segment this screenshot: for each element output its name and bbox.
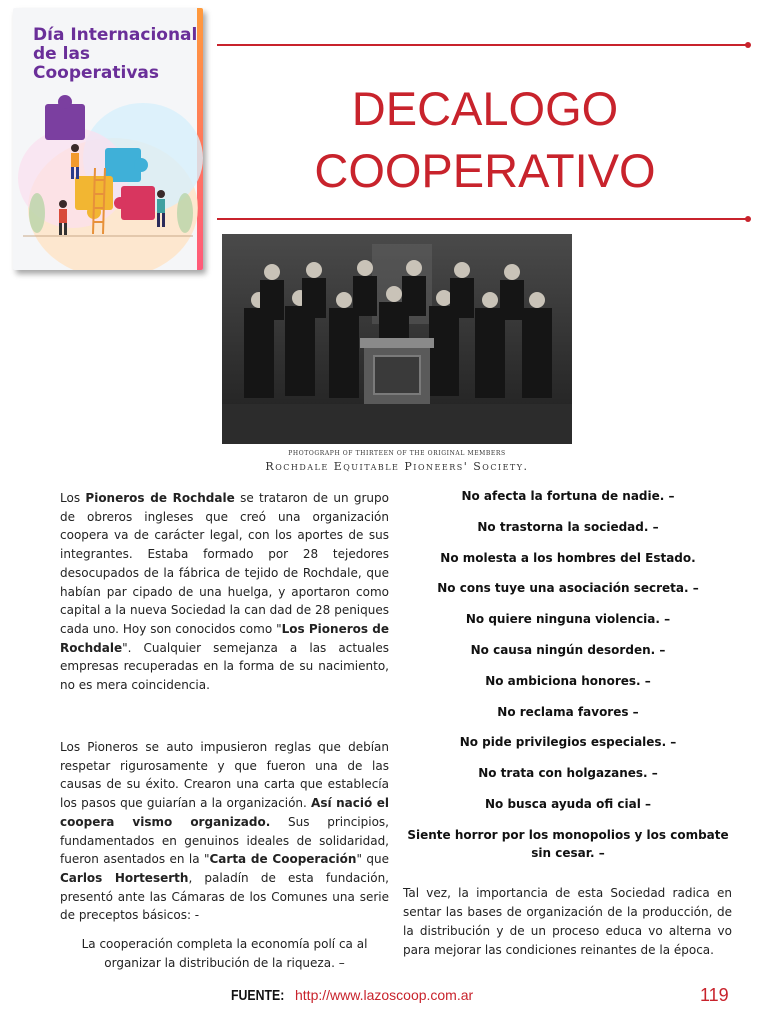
badge-title: Día Internacional de las Cooperativas xyxy=(33,25,198,83)
bold-carta: Carta de Cooperación xyxy=(209,852,357,867)
title-line-1: DECALOGO xyxy=(351,82,619,135)
list-item: No reclama favores – xyxy=(497,704,639,719)
group-portrait-image xyxy=(222,234,572,444)
source-link[interactable]: http://www.lazoscoop.com.ar xyxy=(295,987,474,1003)
bold-pioneros: Pioneros de Rochdale xyxy=(85,491,235,505)
list-item: No trastorna la sociedad. – xyxy=(477,519,659,534)
text-rules-3: " que xyxy=(356,852,389,867)
first-precept: La cooperación completa la economía polí ca al organizar la distribución de la riqueza. – xyxy=(81,937,368,970)
list-item: No ambiciona honores. – xyxy=(485,673,651,688)
paragraph-history xyxy=(60,489,389,695)
bold-los-pioneros: Los Pioneros de Rochdale xyxy=(60,621,389,655)
page-title xyxy=(215,78,755,202)
list-item: No afecta la fortuna de nadie. – xyxy=(461,489,675,503)
page-number: 119 xyxy=(700,985,729,1005)
text-lead: Los xyxy=(60,491,81,505)
list-item: No causa ningún desorden. – xyxy=(470,642,666,657)
text-rules-4: , paladín de esta fundación, presentó ante las Cámaras de los Comunes una serie de preceptos básicos: - xyxy=(60,870,389,923)
list-item: No quiere ninguna violencia. – xyxy=(465,612,671,627)
cover-badge xyxy=(13,8,203,270)
list-item: No molesta a los hombres del Estado. xyxy=(440,550,696,565)
list-item: No cons tuye una asociación secreta. – xyxy=(437,581,699,596)
top-divider xyxy=(217,44,748,46)
bold-asi-nacio: Así nació el coopera vismo organizado. xyxy=(60,796,389,829)
bottom-divider xyxy=(217,218,748,220)
text-history-2: ". Cualquier semejanza a las actuales empresas recuperadas en la forma de su nacimiento, no es mera coincidencia. xyxy=(60,640,389,693)
paragraph-rules xyxy=(60,738,389,925)
bold-carlos: Carlos Horteserth xyxy=(60,870,189,885)
list-item: Siente horror por los monopolios y los combate sin cesar. – xyxy=(407,827,729,860)
closing-paragraph: Tal vez, la importancia de esta Sociedad radica en sentar las bases de organización de la producción, de la distribución y de un proceso educa vo alterna vo para mejorar las condiciones reinantes de la época. xyxy=(403,886,732,957)
source-label: FUENTE: xyxy=(231,987,285,1004)
puzzle-people-illustration xyxy=(13,8,203,270)
list-item: No trata con holgazanes. – xyxy=(478,766,658,781)
text-rules-1: Los Pioneros se auto impusieron reglas que debían respetar rigurosamente y que fueron una de las causas de su éxito. Crearon una carta que establecía los pasos que guiarían a la organización. xyxy=(60,740,389,811)
photo-caption-large: Rochdale Equitable Pioneers' Society. xyxy=(265,460,529,473)
list-item: No pide privilegios especiales. – xyxy=(459,735,677,750)
decalogue-list xyxy=(403,487,733,875)
list-item: No busca ayuda ofi cial – xyxy=(484,796,652,811)
text-history-1: se trataron de un grupo de obreros ingleses que creó una organización coopera va de carácter legal, con los aportes de sus integrantes. Estaba formado por 28 tejedores desocupados de la fábrica de tejido de Rochdale, que habían par cipado de una huelga, y aportaron como capital a la nueva Sociedad la can dad de 28 peniques cada uno. Hoy son conocidos como " xyxy=(60,491,389,636)
historical-photo xyxy=(222,234,572,444)
photo-caption-small: PHOTOGRAPH OF THIRTEEN OF THE ORIGINAL MEMBERS xyxy=(288,450,506,457)
title-line-2: COOPERATIVO xyxy=(314,144,656,197)
text-rules-2: Sus principios, fundamentados en genuinos ideales de solidaridad, fueron asentados en la " xyxy=(60,814,389,867)
